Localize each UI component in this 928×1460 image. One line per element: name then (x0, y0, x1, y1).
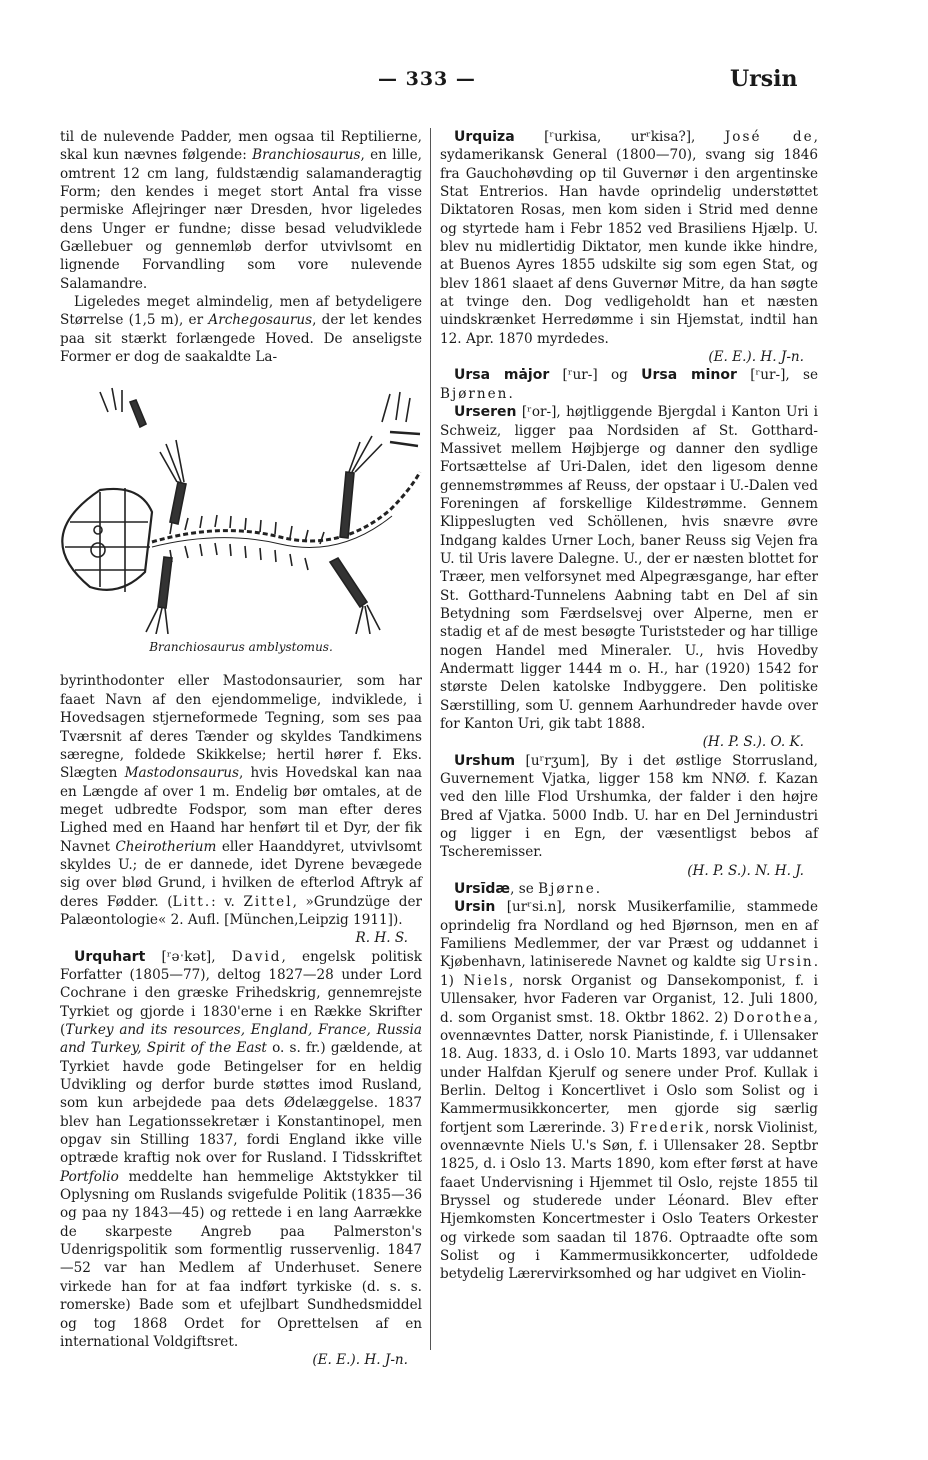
page-number: — 333 — (378, 68, 476, 90)
right-column (440, 128, 818, 1284)
paragraph-labyrinthodonter: byrinthodonter eller Mastodonsaurier, som har faaet Navn af den ejendommelige, indviklede, i Hovedsagen stjerneformede Tegning, som ses paa Tværsnit af deres Tænder og skyldes Tandkimens særegne, foldede Skikkelse; hertil hører f. Eks. Slægten Mastodonsaurus, hvis Hovedskal kan naa en Længde af over 1 m. Endelig bør omtales, at de meget udbredte Fodspor, som man efter deres Lighed med en Haand har henført til et Dyr, der fik Navnet Cheirotherium eller Haanddyret, utvivlsomt skyldes U.; de er dannede, idet Dyrene bevægede sig over blød Grund, i hvilken de efterlod Aftryk af deres Fødder. (Litt.: v. Zittel, »Grundzüge der Palæontologie« 2. Aufl. [München,Leipzig 1911]). (60, 673, 422, 928)
headword: Urseren (454, 404, 517, 421)
entry-urquiza: Urquiza [ʳurkisa, urʳkisa?], José de, sydamerikansk General (1800—70), svang sig 1846 fra Gauchohøvding op til Guvernør i den argentinske Stat Entrerios. Han havde oprindelig understøttet Diktatoren Rosas, men kom siden i Strid med denne og styrtede ham i Febr 1852 ved Brasiliens Hjælp. U. blev nu midlertidig Diktator, men kunde ikke hindre, at Buenos Ayres 1855 udskilte sig som egen Stat, og blev 1861 slaaet af dens Guvernør Mitre, da han søgte at tvinge den. Dog vedligeholdt han et næsten uindskrænket Herredømme i sin Hjemstat, indtil han 12. Apr. 1870 myrdedes. (440, 129, 818, 347)
entry-urseren: Urseren [ʳor-], højtliggende Bjergdal i Kanton Uri i Schweiz, ligger paa Nordsiden af St. Gotthard-Massivet mellem Højbjerge og danner den sydlige Fortsættelse af Uri-Dalen, idet den ligesom denne gennemstrømmes af Reuss, der opstaar i U.-Dalen ved Foreningen af forskellige Kildestrømme. Gennem Klippeslugten ved Schöllenen, hvis snævre øvre Indgang kaldes Urner Loch, baner Reuss sig Vejen fra U. til Uris lavere Dalegne. U., der er næsten blottet for Træer, men velforsynet med Alpegræsgange, har efter St. Gotthard-Tunnelens Aabning tabt en Del af sin Betydning som Færdselsvej over Alperne, men er stadig et af de mest besøgte Turiststeder og har tillige nogen Handel med Mineraler. U., hvis Hovedby Andermatt ligger 1444 m o. H., har (1920) 1542 for største Delen katolske Indbyggere. Den politiske Særstilling, som U. gennem Aarhundreder havde over for Kanton Uri, gik tabt 1888. (440, 404, 818, 732)
entry-ursidae: Ursīdæ, se Bjørne. (454, 881, 601, 898)
branchiosaurus-skeleton-illustration (60, 372, 422, 634)
paragraph-archegosaurus: Ligeledes meget almindelig, men af betydeligere Størrelse (1,5 m), er Archegosaurus, der let kendes paa sit stærkt forlængede Hoved. De anseligste Former er dog de saakaldte La- (60, 294, 422, 366)
headword: Urquiza (454, 129, 515, 145)
headword: Ursa mȧjor (454, 367, 550, 384)
signature: (E. E.). H. J-n. (312, 1352, 408, 1369)
skeleton-figure (60, 366, 422, 672)
entry-ursa: Ursa mȧjor [ʳur-] og Ursa minor [ʳur-], se Bjørnen. (440, 367, 818, 402)
headword: Ursa minor (641, 367, 737, 384)
entry-urshum: Urshum [uʳrʒum], By i det østlige Storrusland, Guvernement Vjatka, ligger 158 km NNØ. f. Kazan ved den lille Flod Urshumka, der falder i den højre Bred af Vjatka. 5000 Indb. U. har en Del Jernindustri og ligger i en Egn, der væsentligst bebos af Tscheremisser. (440, 752, 818, 861)
headword: Ursin (454, 899, 496, 916)
signature: (H. P. S.). O. K. (702, 734, 804, 751)
left-column (60, 128, 422, 1370)
headword: Urquhart (74, 948, 146, 965)
running-head: Ursin (730, 66, 798, 92)
headword: Urshum (454, 752, 516, 769)
signature: (E. E.). H. J-n. (708, 349, 804, 366)
paragraph-padder: til de nulevende Padder, men ogsaa til Reptilierne, skal kun nævnes følgende: Branchiosaurus, en lille, omtrent 12 cm lang, fuldstændig salamanderagtig Form; den kendes i meget stort Antal fra visse permiske Aflejringer nær Dresden, hvor ligeledes dens Unger er fundne; disse besad veludviklede Gællebuer og gennemløb derfor utvivlsomt en lignende Forvandling som vore nulevende Salamandre. (60, 129, 422, 292)
signature: (H. P. S.). N. H. J. (687, 862, 804, 879)
headword: Ursīdæ (454, 881, 511, 898)
figure-caption: Branchiosaurus amblystomus. (149, 640, 333, 655)
entry-urquhart: Urquhart [ʳəˑkət], David, engelsk politisk Forfatter (1805—77), deltog 1827—28 under Lord Cochrane i den græske Frihedskrig, gennemrejste Tyrkiet og gjorde i 1830'erne i en Række Skrifter (Turkey and its resources, England, France, Russia and Turkey, Spirit of the East o. s. fr.) gældende, at Tyrkiet havde gode Betingelser for en heldig Udvikling og derfor burde støttes imod Rusland, som kun arbejdede paa dets Ødelæggelse. 1837 blev han Legationssekretær i Konstantinopel, men opgav sin Stilling 1837, fordi England ikke ville optræde kraftig nok over for Rusland. I Tidsskriftet Portfolio meddelte han hemmelige Aktstykker til Oplysning om Ruslands svigefulde Politik (1835—36 og paa ny 1843—45) og rettede i en lang Aarrække de skarpeste Angreb paa Palmerston's Udenrigspolitik som formentlig russervenlig. 1847—52 var han Medlem af Underhuset. Senere virkede han for at faa indført tyrkiske (d. s. s. romerske) Bade som et ufejlbart Sundhedsmiddel og tog 1868 Ordet for Oprettelsen af en international Voldgiftsret. (60, 948, 422, 1350)
signature: R. H. S. (355, 930, 408, 947)
entry-ursin: Ursin [urʳsi.n], norsk Musikerfamilie, stammede oprindelig fra Nordland og hed Bjørnson, men en af Familiens Medlemmer, der var Præst og uddannet i Kjøbenhavn, latiniserede Navnet og kaldte sig Ursin. 1) Niels, norsk Organist og Dansekomponist, f. i Ullensaker, hvor Faderen var Organist, 12. Juli 1800, d. som Organist smst. 18. Oktbr 1862. 2) Dorothea, ovennævntes Datter, norsk Pianistinde, f. i Ullensaker 18. Aug. 1833, d. i Oslo 10. Marts 1893, var uddannet under Halfdan Kjerulf og senere under Prof. Kullak i Berlin. Deltog i Koncertlivet i Oslo som Solist og i Kammermusikkoncerter, men gjorde sig særlig fortjent som Lærerinde. 3) Frederik, norsk Violinist, ovennævnte Niels U.'s Søn, f. i Ullensaker 28. Septbr 1825, d. i Oslo 13. Marts 1890, kom efter først at have faaet Undervisning i Hjemmet til Oslo, rejste 1855 til Bryssel og studerede under Léonard. Blev efter Hjemkomsten Koncertmester i Oslo Teaters Orkester og virkede som saadan til 1876. Optraadte ofte som Solist og i Kammermusikkoncerter, udfoldede betydelig Lærervirksomhed og har udgivet en Violin- (440, 899, 819, 1283)
column-divider (430, 128, 431, 1350)
